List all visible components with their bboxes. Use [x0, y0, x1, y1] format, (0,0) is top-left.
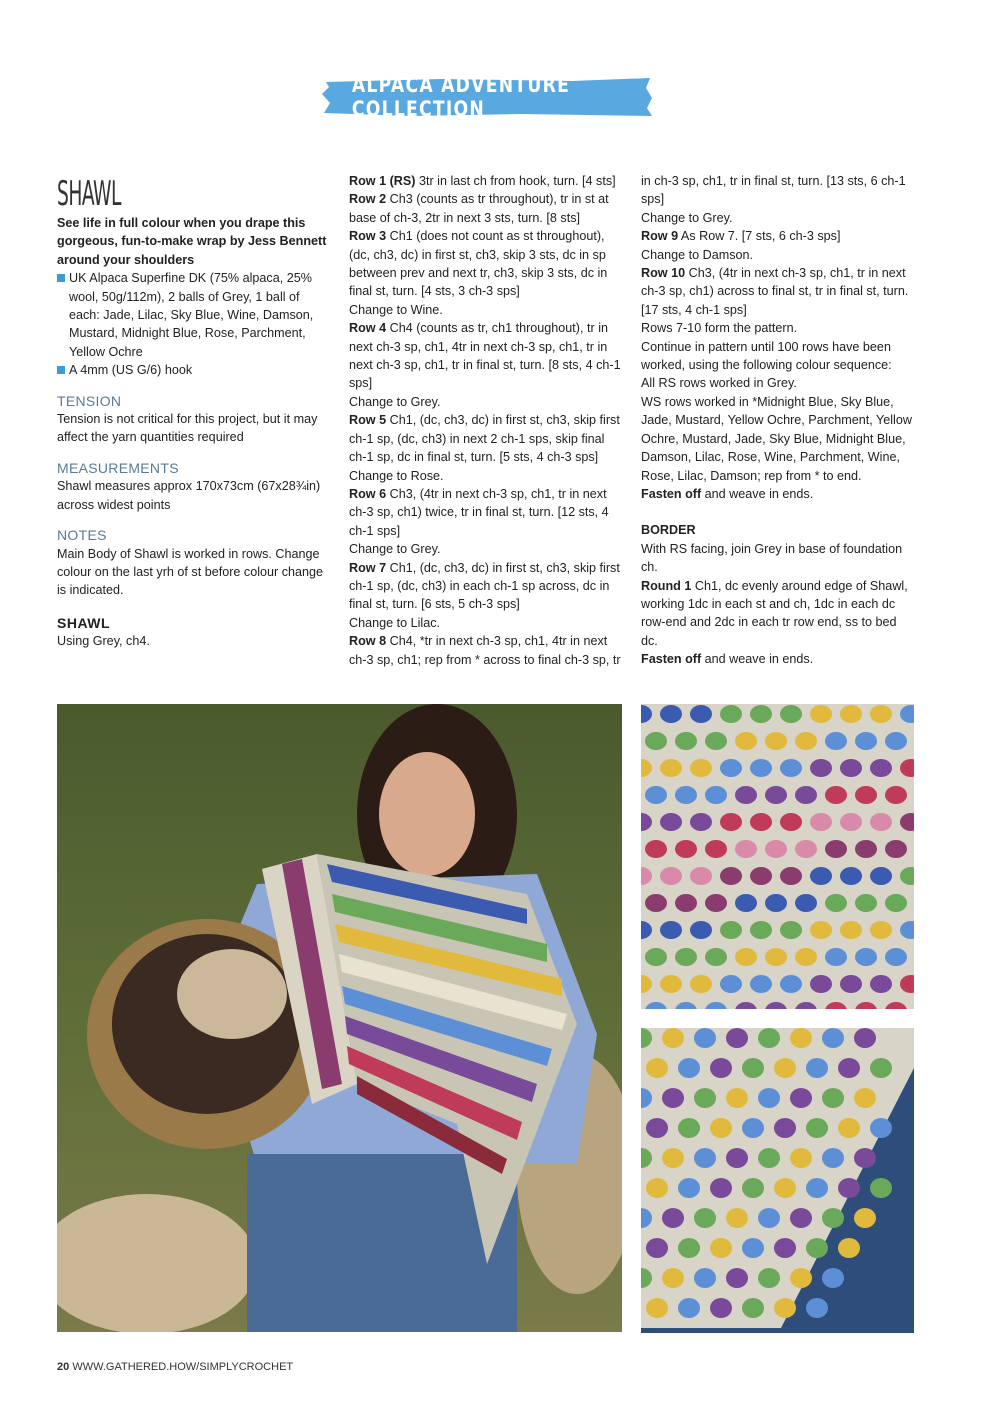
colour-change: Change to Rose. — [349, 468, 444, 483]
round-1: Round 1 Ch1, dc evenly around edge of Shawl, working 1dc in each st and ch, 1dc in each dc row-end and 2dc in each tr row end, ss to bed dc. — [641, 578, 908, 648]
row-10: Row 10 Ch3, (4tr in next ch-3 sp, ch1, tr in next ch-3 sp, ch1) across to final st, tr in final st, turn. [17 sts, 4 ch-1 sps] — [641, 266, 909, 317]
shawl-heading: SHAWL — [57, 614, 111, 631]
shawl-closeup-photo-2 — [641, 1028, 914, 1333]
row-8: Row 8 Ch4, *tr in next ch-3 sp, ch1, 4tr in next ch-3 sp, ch1; rep from * across to final ch-3 sp, tr — [349, 634, 621, 667]
fasten-off-1: Fasten off and weave in ends. — [641, 486, 814, 501]
intro-text: See life in full colour when you drape this gorgeous, fun-to-make wrap by Jess Bennett around your shoulders — [57, 216, 327, 267]
square-bullet-icon — [57, 366, 65, 374]
materials-item: UK Alpaca Superfine DK (75% alpaca, 25% wool, 50g/112m), 2 balls of Grey, 1 ball of each: Jade, Lilac, Sky Blue, Wine, Damson, Mustard, Midnight Blue, Rose, Parchment, Yellow Ochre — [57, 269, 329, 361]
border-heading: BORDER — [641, 523, 696, 538]
collection-banner — [322, 73, 654, 121]
row-6: Row 6 Ch3, (4tr in next ch-3 sp, ch1, tr in next ch-3 sp, ch1) twice, tr in final st, turn. [12 sts, 4 ch-1 sps] — [349, 486, 609, 538]
colour-change: Change to Grey. — [641, 210, 733, 225]
colour-change: Change to Grey. — [349, 394, 441, 409]
row-5: Row 5 Ch1, (dc, ch3, dc) in first st, ch3, skip first ch-1 sp, (dc, ch3) in next 2 ch-1 sps, skip final ch-1 sp, dc in final st, turn. [5 sts, 4 ch-3 sps] — [349, 413, 620, 465]
colour-change: Change to Damson. — [641, 247, 754, 262]
colour-change: Change to Lilac. — [349, 615, 441, 630]
rs-rows-text: All RS rows worked in Grey. — [641, 376, 797, 391]
ws-rows-text: WS rows worked in *Midnight Blue, Sky Blue, Jade, Mustard, Yellow Ochre, Parchment, Yellow Ochre, Mustard, Jade, Sky Blue, Midnight Blue, Damson, Lilac, Rose, Wine, Parchment, Wine, Rose, Lilac, Damson; rep from * to end. — [641, 394, 912, 483]
notes-heading: NOTES — [57, 527, 107, 544]
colour-change: Change to Grey. — [349, 542, 441, 557]
square-bullet-icon — [57, 274, 65, 282]
pattern-note: Rows 7-10 form the pattern. — [641, 321, 798, 336]
banner-title: ALPACA ADVENTURE COLLECTION — [351, 73, 571, 121]
shawl-closeup-photo-1 — [641, 704, 914, 1009]
border-text: With RS facing, join Grey in base of foundation ch. — [641, 541, 903, 575]
fasten-off-2: Fasten off and weave in ends. — [641, 652, 814, 667]
tension-text: Tension is not critical for this project, but it may affect the yarn quantities required — [57, 412, 318, 445]
measurements-heading: MEASUREMENTS — [57, 459, 179, 476]
notes-text: Main Body of Shawl is worked in rows. Change colour on the last yrh of st before colour change is indicated. — [57, 546, 324, 598]
row-8-continued: in ch-3 sp, ch1, tr in final st, turn. [13 sts, 6 ch-1 sps] — [641, 174, 906, 207]
continue-text: Continue in pattern until 100 rows have been worked, using the following colour sequence: — [641, 339, 892, 373]
model-photo — [57, 704, 622, 1332]
column-rows-1-8 — [349, 172, 621, 669]
row-1: Row 1 (RS) 3tr in last ch from hook, turn. [4 sts] — [349, 174, 616, 188]
measurements-text: Shawl measures approx 170x73cm (67x28¾in) across widest points — [57, 479, 321, 512]
row-4: Row 4 Ch4 (counts as tr, ch1 throughout), tr in next ch-3 sp, ch1, 4tr in next ch-3 sp, ch1, tr in next ch-3 sp, ch1, tr in final st, turn. [8 sts, 4 ch-1 sps] — [349, 321, 621, 391]
pattern-title: SHAWL — [57, 174, 121, 214]
column-rows-9-border — [641, 172, 916, 669]
tension-heading: TENSION — [57, 392, 122, 409]
page-footer — [57, 1361, 293, 1373]
footer-url: WWW.GATHERED.HOW/SIMPLYCROCHET — [72, 1361, 294, 1373]
materials-list — [57, 269, 329, 379]
colour-change: Change to Wine. — [349, 302, 443, 317]
materials-item: A 4mm (US G/6) hook — [57, 361, 329, 379]
page-number: 20 — [57, 1361, 70, 1373]
row-2: Row 2 Ch3 (counts as tr throughout), tr in st at base of ch-3, 2tr in next 3 sts, turn. [8 sts] — [349, 192, 609, 225]
column-intro — [57, 172, 329, 651]
shawl-start-text: Using Grey, ch4. — [57, 634, 150, 649]
row-9: Row 9 As Row 7. [7 sts, 6 ch-3 sps] — [641, 229, 841, 244]
row-3: Row 3 Ch1 (does not count as st throughout), (dc, ch3, dc) in first st, ch3, skip 3 sts, dc in sp between prev and next tr, ch3, skip 3 sts, dc in final st, turn. [4 sts, 3 ch-3 sps] — [349, 229, 608, 299]
row-7: Row 7 Ch1, (dc, ch3, dc) in first st, ch3, skip first ch-1 sp, (dc, ch3) in each ch-1 sp across, dc in final st, turn. [6 sts, 5 ch-3 sps] — [349, 560, 620, 612]
